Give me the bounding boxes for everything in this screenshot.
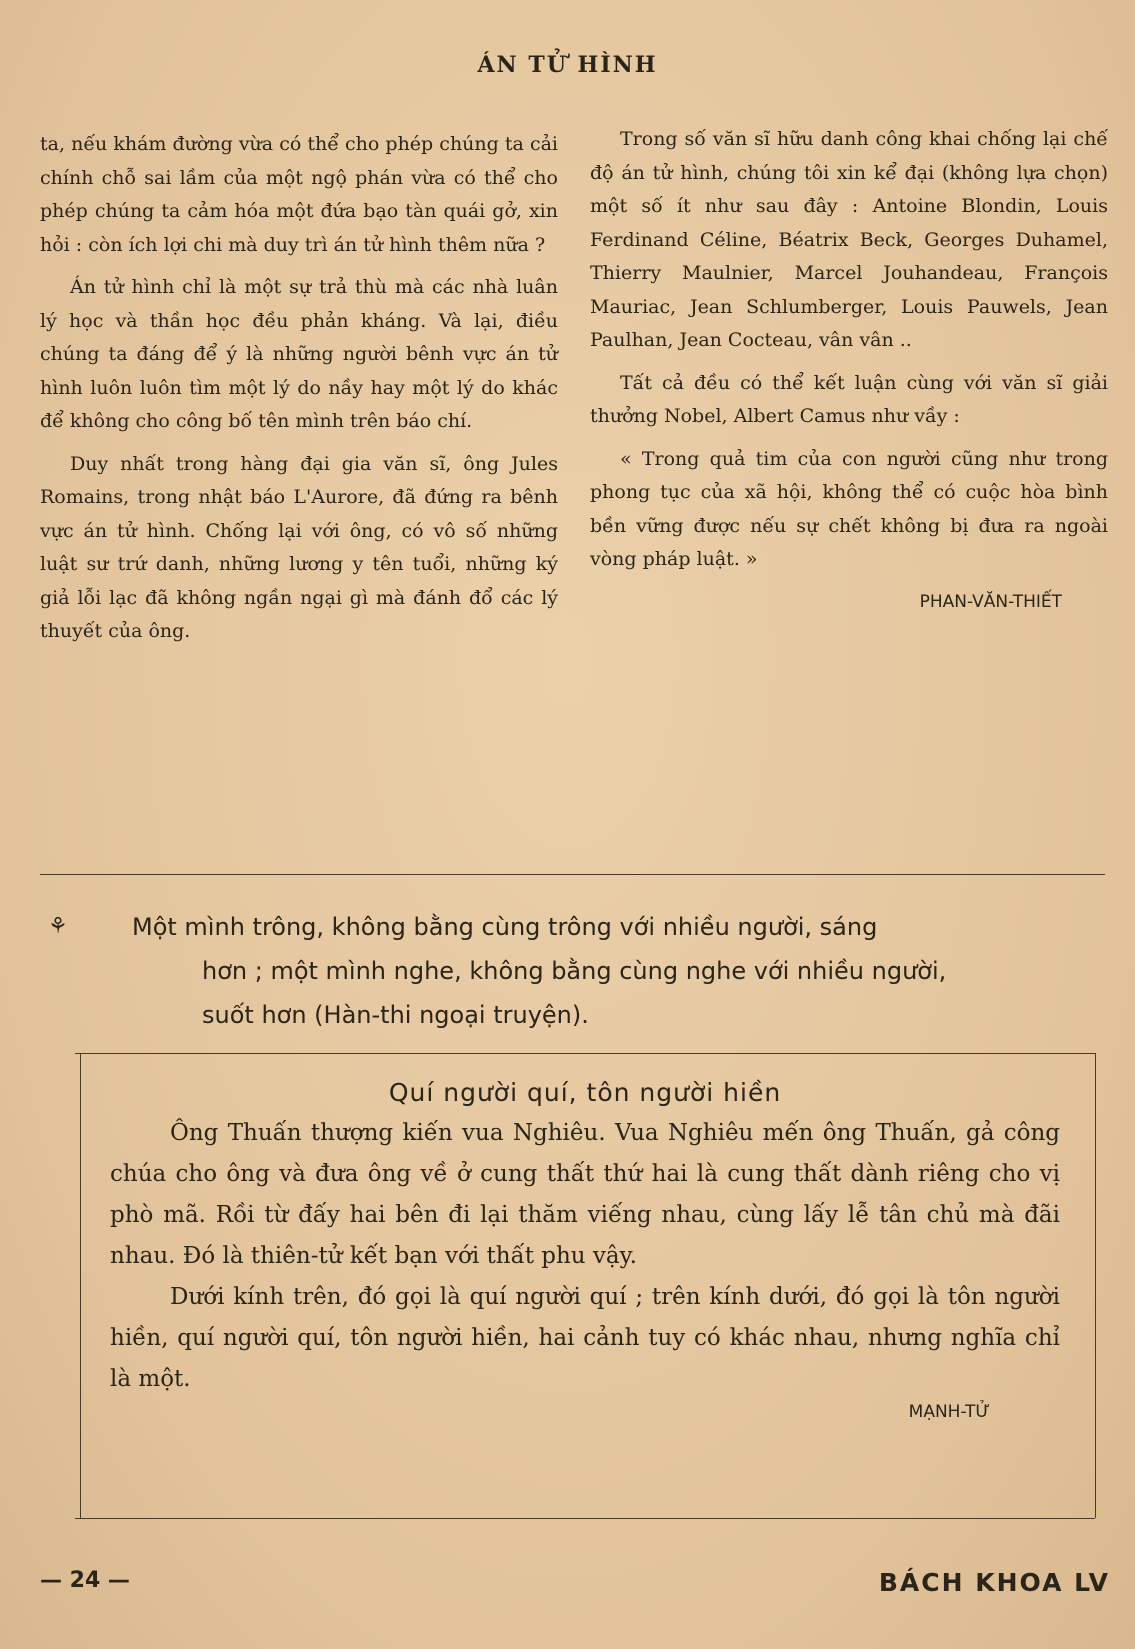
right-paragraph: Trong số văn sĩ hữu danh công khai chống lại chế độ án tử hình, chúng tôi xin kể đại (không lựa chọn) một số ít như sau đây : Antoine Blondin, Louis Ferdinand Céline, Béatrix Beck, Georges Duhamel, Thierry Maulnier, Marcel Jouhandeau, François Mauriac, Jean Schlumberger, Louis Pauwels, Jean Paulhan, Jean Cocteau, vân vân .. <box>590 128 1108 351</box>
page-number: — 24 — <box>40 1568 130 1593</box>
quote-paragraph: « Trong quả tim của con người cũng như trong phong tục của xã hội, không thể có cuộc hòa bình bền vững được nếu sự chết không bị đưa ra ngoài vòng pháp luật. » <box>590 447 1108 570</box>
proverb-text <box>132 905 1092 1037</box>
box-left-border <box>80 1053 81 1518</box>
right-column <box>590 123 1108 619</box>
proverb-line: suốt hơn (Hàn-thi ngoại truyện). <box>202 1001 589 1029</box>
running-head: ÁN TỬ HÌNH <box>477 52 658 78</box>
left-paragraph: Án tử hình chỉ là một sự trả thù mà các nhà luân lý học và thần học đều phản kháng. Và lại, điều chúng ta đáng để ý là những người bênh vực án tử hình luôn luôn tìm một lý do nầy hay một lý do khác để không cho công bố tên mình trên báo chí. <box>40 276 558 432</box>
proverb-line: Một mình trông, không bằng cùng trông với nhiều người, sáng <box>132 913 878 941</box>
story-author: MẠNH-TỬ <box>908 1402 990 1422</box>
story-paragraph: Ông Thuấn thượng kiến vua Nghiêu. Vua Nghiêu mến ông Thuấn, gả công chúa cho ông và đưa ông về ở cung thất thứ hai là cung thất dành riêng cho vị phò mã. Rồi từ đấy hai bên đi lại thăm viếng nhau, cùng lấy lễ tân chủ mà đãi nhau. Đó là thiên-tử kết bạn với thất phu vậy. <box>110 1120 1060 1269</box>
story-paragraph: Dưới kính trên, đó gọi là quí người quí ; trên kính dưới, đó gọi là tôn người hiền, quí người quí, tôn người hiền, hai cảnh tuy có khác nhau, nhưng nghĩa chỉ là một. <box>110 1284 1060 1392</box>
right-paragraph: Tất cả đều có thể kết luận cùng với văn sĩ giải thưởng Nobel, Albert Camus như vầy : <box>590 371 1108 427</box>
box-top-rule <box>75 1053 1095 1054</box>
box-right-border <box>1095 1053 1096 1518</box>
story-title: Quí người quí, tôn người hiền <box>388 1078 782 1107</box>
left-paragraph: ta, nếu khám đường vừa có thể cho phép chúng ta cải chính chỗ sai lầm của một ngộ phán vừa có thể cho phép chúng ta cảm hóa một đứa bạo tàn quái gở, xin hỏi : còn ích lợi chi mà duy trì án tử hình thêm nữa ? <box>40 133 558 256</box>
divider-rule <box>40 874 1105 875</box>
proverb-line: hơn ; một mình nghe, không bằng cùng nghe với nhiều người, <box>202 957 947 985</box>
publication-name: BÁCH KHOA LV <box>878 1568 1110 1597</box>
box-bottom-rule <box>75 1518 1095 1519</box>
left-column <box>40 128 558 658</box>
story-box <box>110 1078 1060 1422</box>
flower-ornament-icon: ⚘ <box>48 914 68 939</box>
article-signature: PHAN-VĂN-THIẾT <box>919 591 1062 612</box>
left-paragraph: Duy nhất trong hàng đại gia văn sĩ, ông Jules Romains, trong nhật báo L'Aurore, đã đứng ra bênh vực án tử hình. Chống lại với ông, có vô số những luật sư trứ danh, những lương y tên tuổi, những ký giả lỗi lạc đã không ngần ngại gì mà đánh đổ các lý thuyết của ông. <box>40 452 558 642</box>
